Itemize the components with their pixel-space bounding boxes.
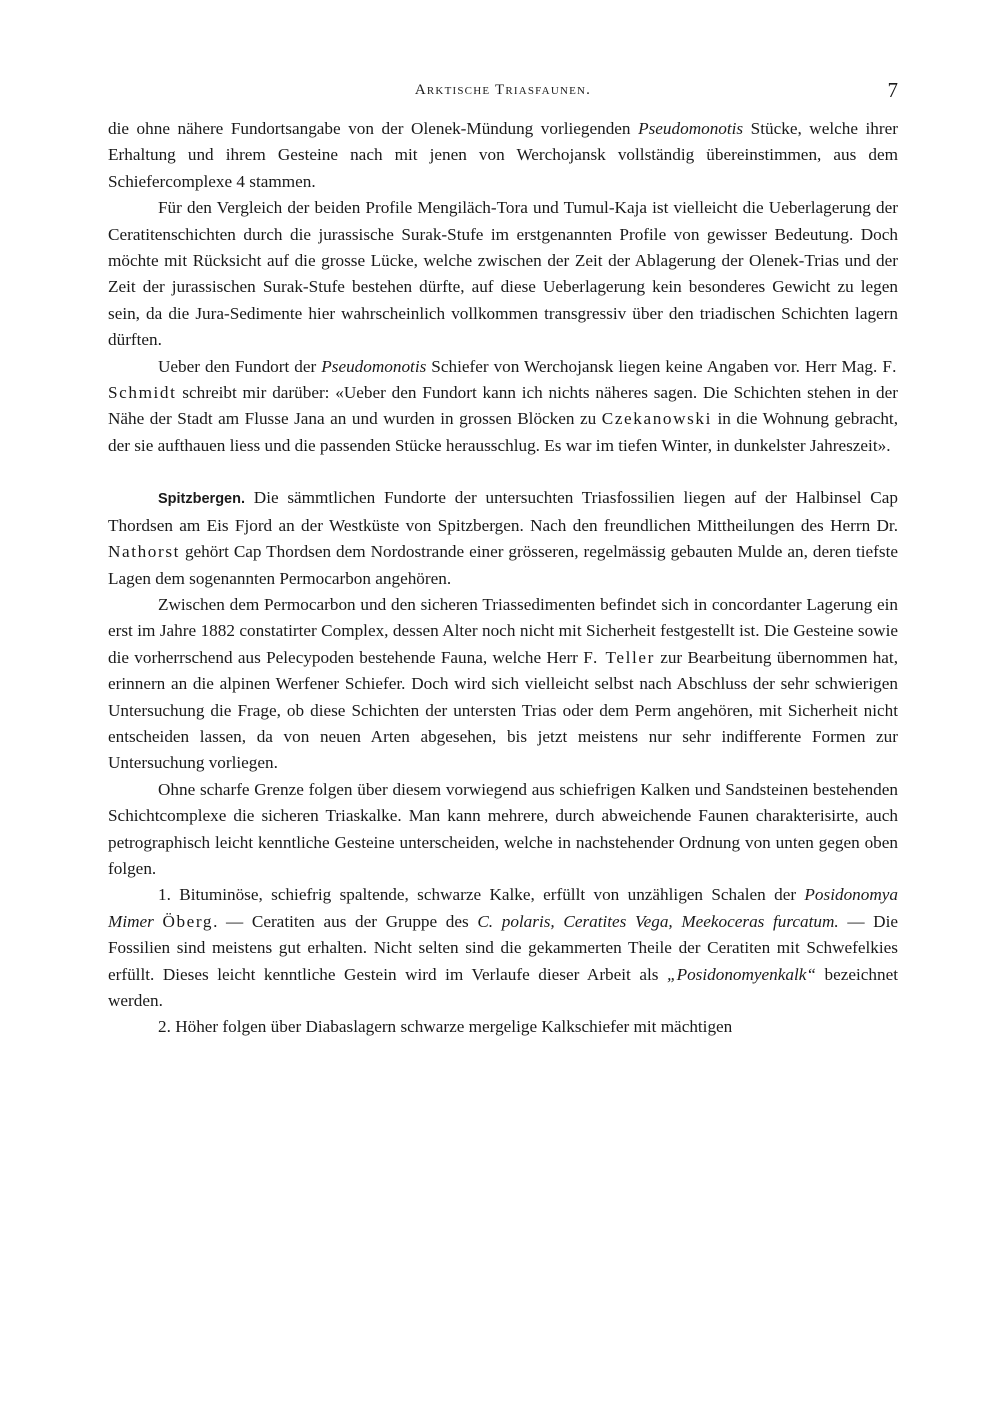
person-name: Nathorst [108, 542, 180, 562]
taxon-name: Pseudomonotis [638, 119, 744, 138]
paragraph-6: Ohne scharfe Grenze folgen über diesem vorwiegend aus schiefrigen Kalken und Sandsteinen bestehenden Schichtcomplexe die sicheren Triaskalke. Man kann mehrere, durch abweichende Faunen charakterisirte, auch petrographisch leicht kenntliche Gesteine unterscheiden, welche in nachstehender Ordnung von unten gegen oben folgen. [108, 779, 898, 878]
paragraph-7: 1. Bituminöse, schiefrig spaltende, schwarze Kalke, erfüllt von unzähligen Schalen der Posidonomya Mimer Öberg. — Ceratiten aus der Gruppe des C. polaris, Ceratites Vega, Meekoceras furcatum. — Die Fossilien sind meistens gut erhalten. Nicht selten sind die gekammerten Theile der Ceratiten mit Schwefelkies erfüllt. Dieses leicht kenntliche Gestein wird im Verlaufe dieser Arbeit als „Posidonomyenkalk“ bezeichnet werden. [108, 885, 898, 1010]
taxon-name: Pseudomonotis [321, 356, 427, 376]
taxon-name: C. polaris, Ceratites Vega, Meekoceras furcatum. [477, 911, 839, 931]
section-label: Spitzbergen. [158, 491, 246, 508]
page-number: 7 [887, 78, 898, 102]
person-name: F. Schmidt [108, 356, 898, 403]
person-name: Czekanowski [601, 409, 712, 429]
paragraph-1: die ohne nähere Fundortsangabe von der Olenek-Mündung vorliegenden Pseudomonotis Stücke, welche ihrer Erhaltung und ihrem Gesteine nach mit jenen von Werchojansk vollständig übereinstimmen, aus dem Schiefercomplexe 4 stammen. [108, 119, 898, 191]
paragraph-4: Spitzbergen. Die sämmtlichen Fundorte der untersuchten Triasfossilien liegen auf der Halbinsel Cap Thordsen am Eis Fjord an der Westküste von Spitzbergen. Nach den freundlichen Mittheilungen des Herrn Dr. Nathorst gehört Cap Thordsen dem Nordostrande einer grösseren, regelmässig gebauten Mulde an, deren tiefste Lagen dem sogenannten Permocarbon angehören. [108, 488, 898, 588]
paragraph-5: Zwischen dem Permocarbon und den sicheren Triassedimenten befindet sich in concordanter Lagerung ein erst im Jahre 1882 constatirter Complex, dessen Alter noch nicht mit Sicherheit festgestellt ist. Die Gesteine sowie die vorherrschend aus Pelecypoden bestehende Fauna, welche Herr F. Teller zur Bearbeitung übernommen hat, erinnern an die alpinen Werfener Schiefer. Doch wird sich vielleicht selbst nach Abschluss der sehr schwierigen Untersuchung die Frage, ob diese Schichten der untersten Trias oder dem Perm angehören, mit Sicherheit nicht entscheiden lassen, da von neuen Arten abgesehen, bis jetzt meistens nur sehr indifferente Formen zur Untersuchung vorliegen. [108, 594, 899, 773]
paragraph-2: Für den Vergleich der beiden Profile Mengiläch-Tora und Tumul-Kaja ist vielleicht die Ueberlagerung der Ceratitenschichten durch die jurassische Surak-Stufe im erstgenannten Profile von gewisser Bedeutung. Doch möchte mit Rücksicht auf die grosse Lücke, welche zwischen der Zeit der Ablagerung der Olenek-Trias und der Zeit der jurassischen Surak-Stufe bestehen dürfte, auf diese Ueberlagerung kein besonderes Gewicht zu legen sein, da die Jura-Sedimente hier wahrscheinlich vollkommen transgressiv über den triadischen Schichten lagern dürften. [108, 198, 898, 350]
taxon-name: Posidonomya Mimer [108, 885, 898, 931]
person-name: F. Teller [583, 647, 655, 667]
paragraph-3: Ueber den Fundort der Pseudomonotis Schiefer von Werchojansk liegen keine Angaben vor. Herr Mag. F. Schmidt schreibt mir darüber: «Ueber den Fundort kann ich nichts näheres sagen. Die Schichten stehen in der Nähe der Stadt am Flusse Jana an und wurden in grossen Blöcken zu Czekanowski in die Wohnung gebracht, der sie aufthauen liess und die passenden Stücke herausschlug. Es war im tiefen Winter, in dunkelster Jahreszeit». [108, 356, 898, 455]
page [108, 78, 899, 1041]
person-name: Öberg [162, 911, 214, 931]
running-title: Arktische Triasfaunen. [414, 82, 592, 98]
term: „Posidonomyenkalk“ [667, 964, 816, 984]
paragraph-8: 2. Höher folgen über Diabaslagern schwarze mergelige Kalkschiefer mit mächtigen [158, 1017, 733, 1037]
page-header [108, 78, 898, 116]
